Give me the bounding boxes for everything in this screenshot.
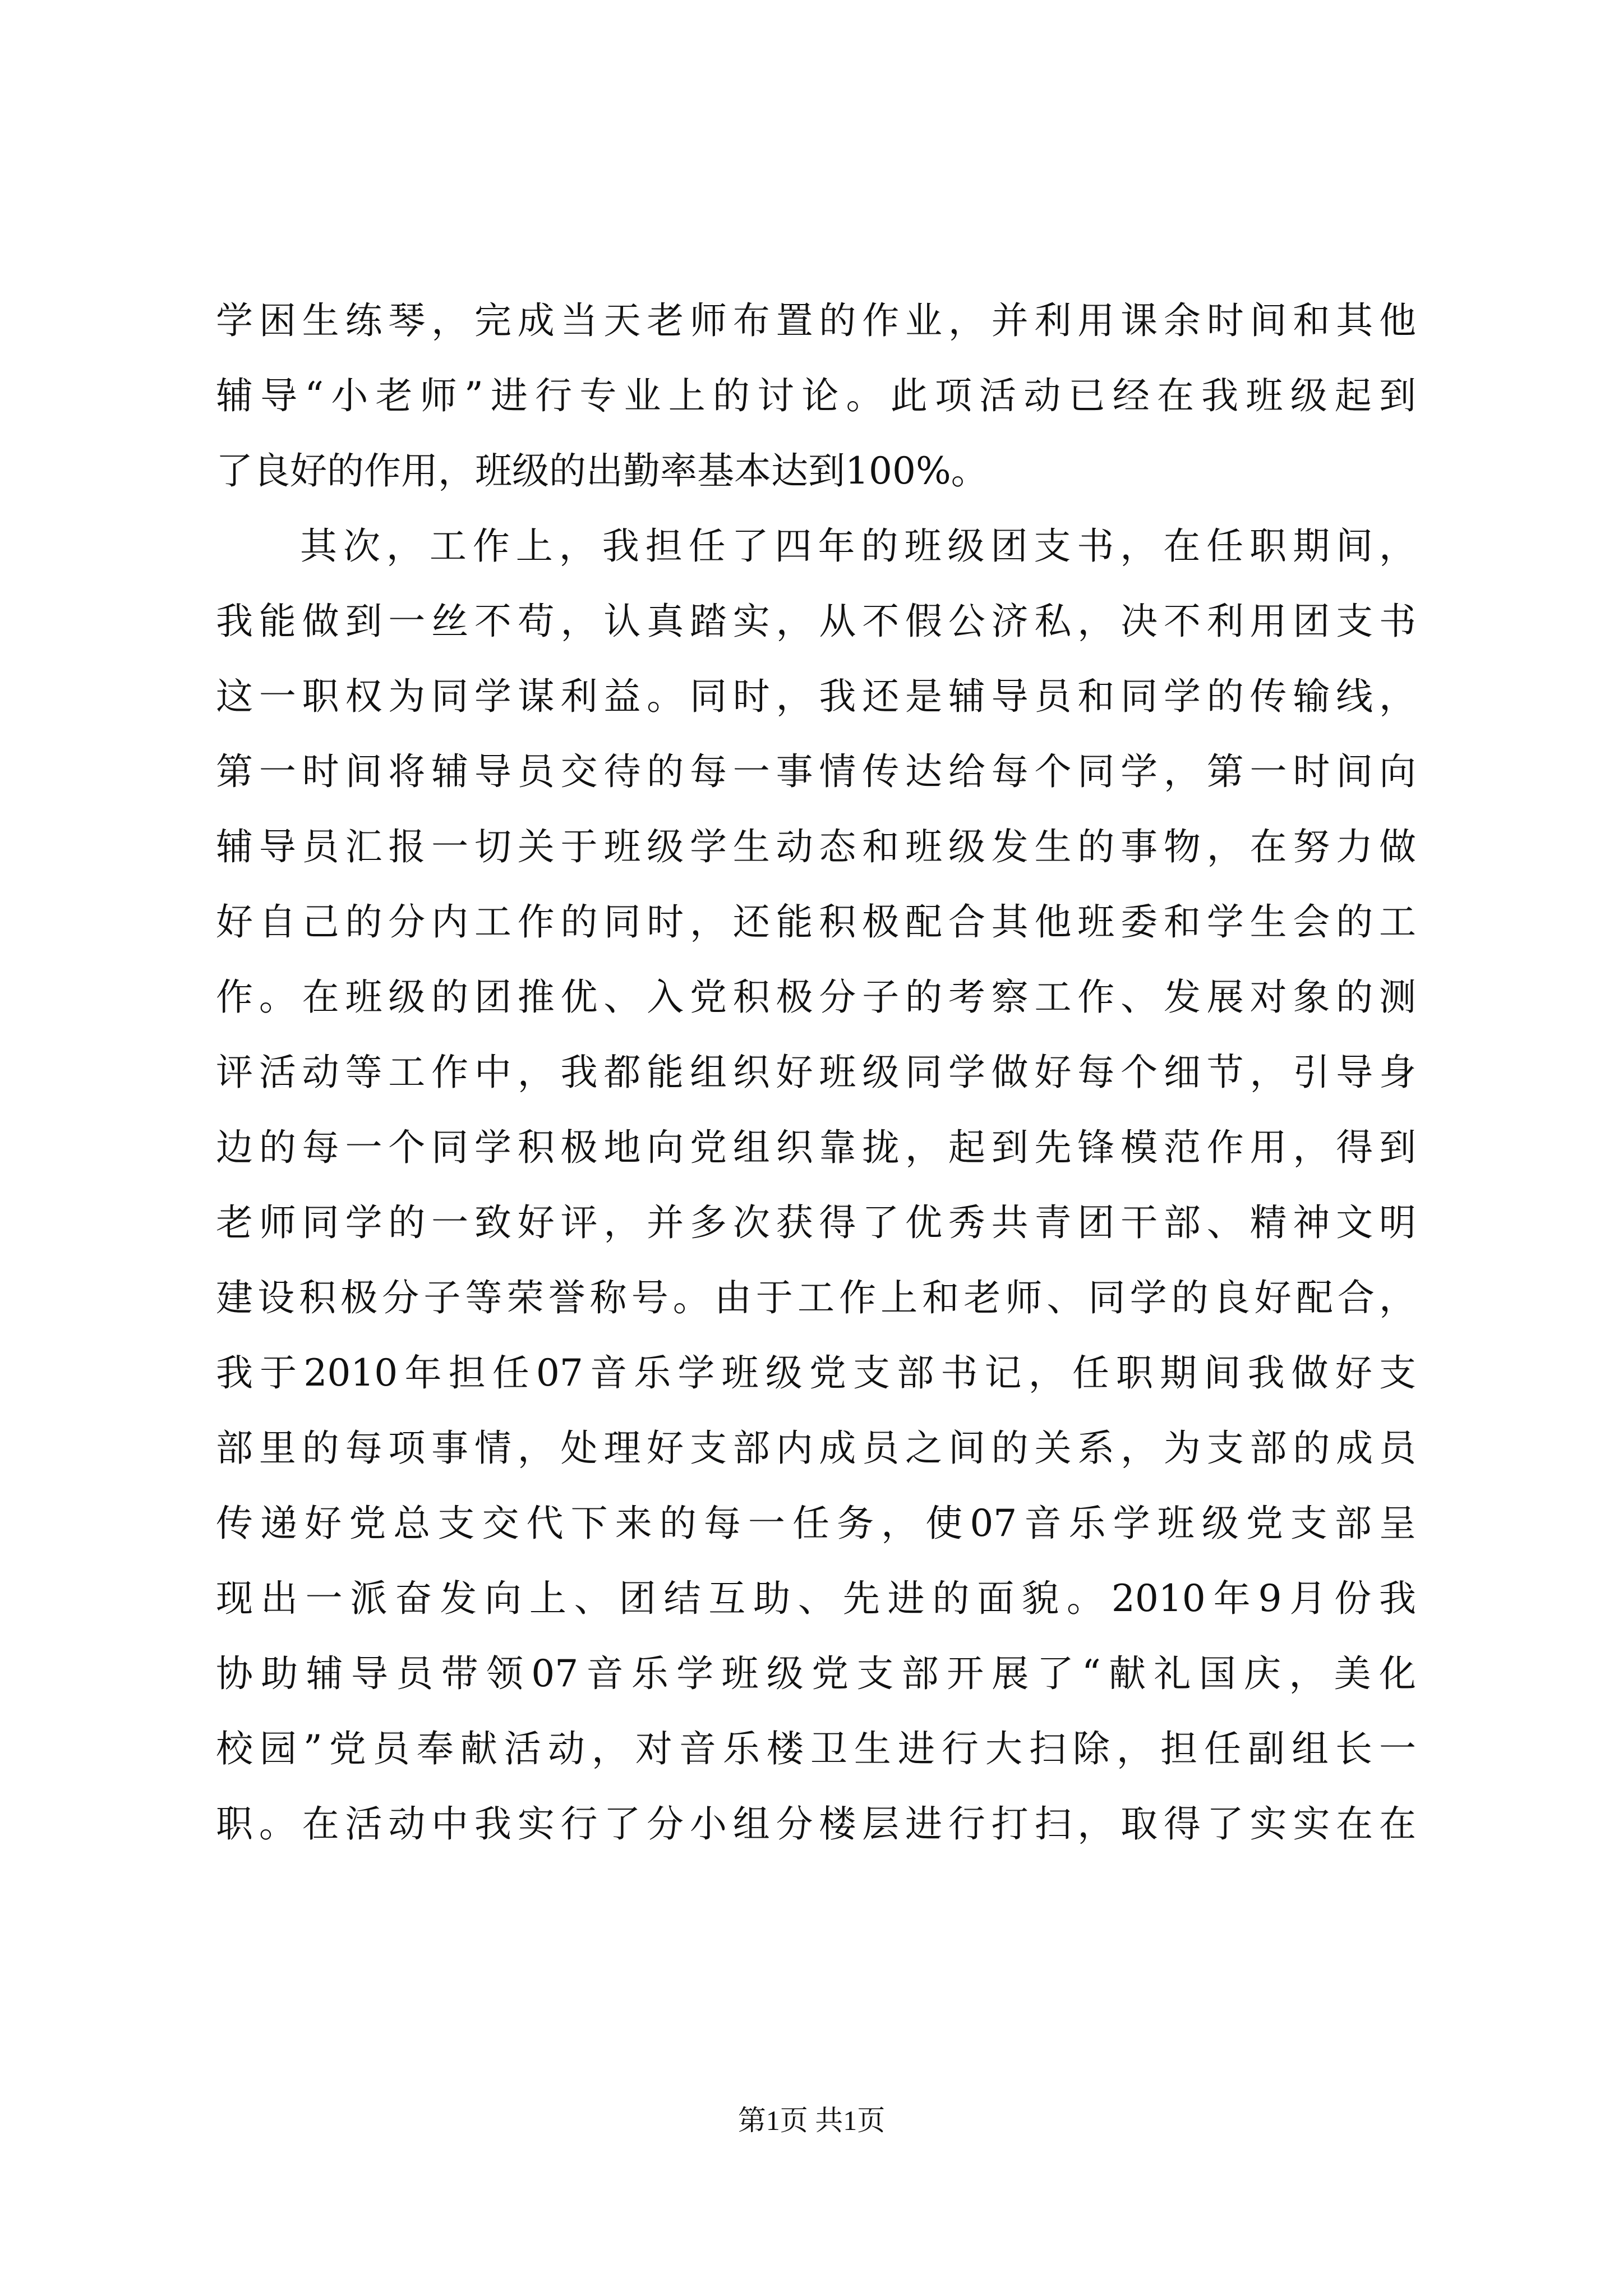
text-line: 现出一派奋发向上、团结互助、先进的面貌。2010年9月份我 [216,1577,1416,1620]
text-line: 了良好的作用，班级的出勤率基本达到100%。 [216,449,988,493]
page-number-footer: 第1页 共1页 [737,2105,886,2136]
text-line: 作。在班级的团推优、入党积极分子的考察工作、发展对象的测 [216,976,1416,1019]
text-line: 我能做到一丝不苟，认真踏实，从不假公济私，决不利用团支书 [216,600,1416,643]
text-line: 我于2010年担任07音乐学班级党支部书记，任职期间我做好支 [216,1351,1416,1395]
document-body [216,283,1416,1862]
paragraph-first-line: 其次，工作上，我担任了四年的班级团支书，在任职期间， [300,524,1416,568]
text-line: 老师同学的一致好评，并多次获得了优秀共青团干部、精神文明 [216,1201,1416,1244]
text-line: 传递好党总支交代下来的每一任务，使07音乐学班级党支部呈 [216,1502,1416,1545]
text-line: 辅导“小老师”进行专业上的讨论。此项活动已经在我班级起到 [216,374,1416,417]
text-line: 这一职权为同学谋利益。同时，我还是辅导员和同学的传输线， [216,675,1416,718]
text-line: 边的每一个同学积极地向党组织靠拢，起到先锋模范作用，得到 [216,1126,1416,1169]
text-line: 职。在活动中我实行了分小组分楼层进行打扫，取得了实实在在 [216,1802,1416,1846]
text-line: 辅导员汇报一切关于班级学生动态和班级发生的事物，在努力做 [216,825,1416,868]
text-line: 校园”党员奉献活动，对音乐楼卫生进行大扫除，担任副组长一 [216,1727,1416,1770]
text-line: 评活动等工作中，我都能组织好班级同学做好每个细节，引导身 [216,1051,1416,1094]
text-line: 部里的每项事情，处理好支部内成员之间的关系，为支部的成员 [216,1427,1416,1470]
text-line: 建设积极分子等荣誉称号。由于工作上和老师、同学的良好配合， [216,1276,1416,1319]
text-line: 学困生练琴，完成当天老师布置的作业，并利用课余时间和其他 [216,299,1416,342]
text-line: 第一时间将辅导员交待的每一事情传达给每个同学，第一时间向 [216,750,1416,793]
text-line: 好自己的分内工作的同时，还能积极配合其他班委和学生会的工 [216,900,1416,944]
text-line: 协助辅导员带领07音乐学班级党支部开展了“献礼国庆，美化 [216,1652,1416,1695]
